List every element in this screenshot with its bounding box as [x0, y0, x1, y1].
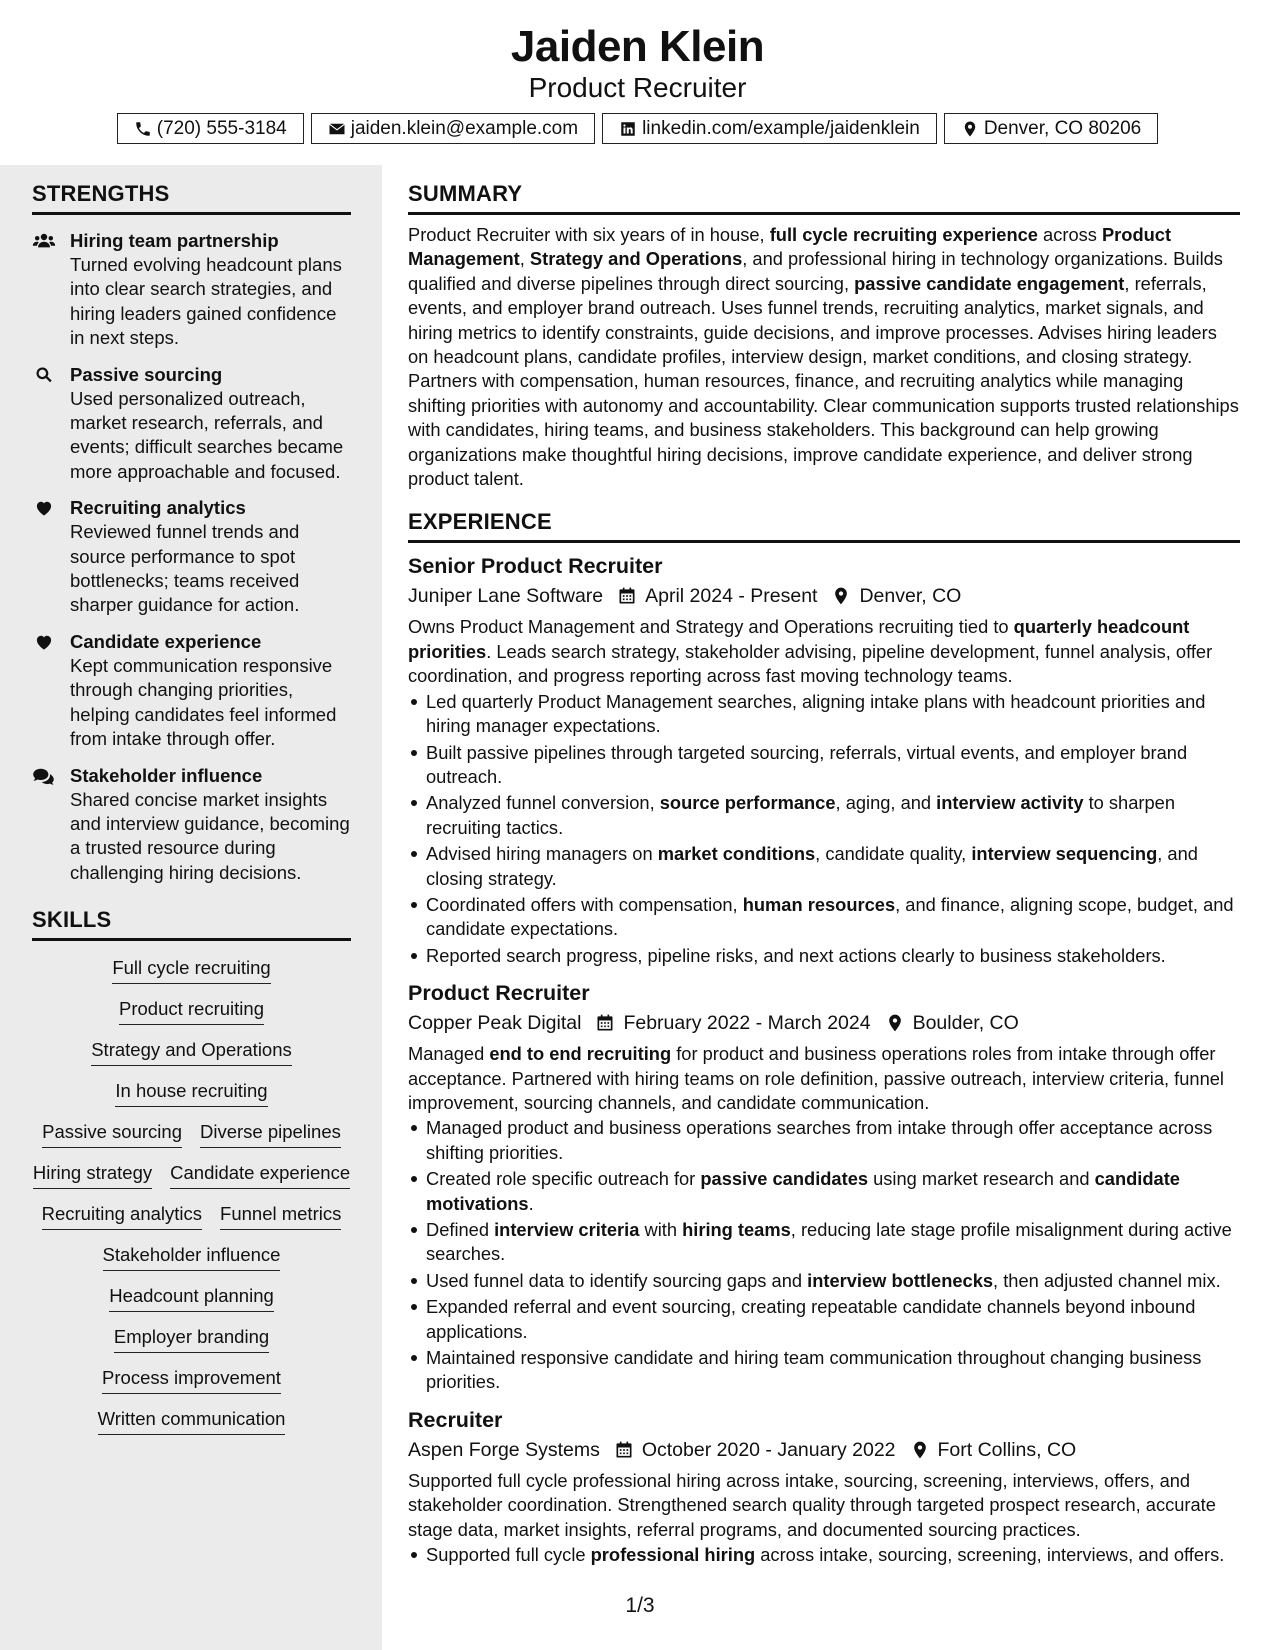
bullet-item — [408, 690, 1240, 739]
text-run: Created role specific outreach for — [426, 1168, 701, 1190]
text-run: Maintained responsive candidate and hiring team communication throughout changing business priorities. — [426, 1347, 1202, 1393]
text-run: , and finance, aligning scope, budget, and candidate expectations. — [426, 893, 1234, 940]
text-run: , reducing late stage profile misalignment during active searches. — [426, 1219, 1232, 1265]
bold-text: hiring teams — [682, 1219, 791, 1240]
bullet-item — [408, 893, 1240, 942]
skill-tag: Candidate experience — [170, 1160, 350, 1189]
bullet-item — [408, 1116, 1240, 1165]
skill-tag: Headcount planning — [109, 1283, 274, 1312]
text-run: Analyzed funnel conversion, — [426, 792, 660, 814]
strength-item — [32, 496, 351, 618]
bullet-item — [408, 1295, 1240, 1344]
contact-phone-text: (720) 555-3184 — [156, 117, 287, 139]
contact-location-text: Denver, CO 80206 — [983, 117, 1142, 139]
bold-text: passive candidate engagement — [854, 272, 1125, 294]
text-run: , and closing strategy. — [426, 843, 1198, 889]
phone-icon — [134, 120, 152, 138]
text-run: . Leads search strategy, stakeholder advising, pipeline development, funnel analysis, offer coordination, and progress reporting across fast moving technology teams. — [408, 640, 1213, 687]
text-run: . — [528, 1192, 534, 1214]
contact-bar — [0, 113, 1275, 144]
job-company: Juniper Lane Software — [408, 585, 604, 608]
strength-item — [32, 630, 351, 752]
calendar-icon — [614, 1440, 634, 1460]
job-location: Fort Collins, CO — [937, 1438, 1077, 1461]
map-pin-icon — [885, 1013, 905, 1033]
skill-tag: Strategy and Operations — [91, 1037, 292, 1066]
text-run: Coordinated offers with compensation, — [426, 893, 743, 915]
bold-text: candidate motivations — [426, 1168, 1180, 1214]
text-run: across — [1037, 224, 1102, 245]
job-meta — [408, 1008, 1240, 1038]
contact-linkedin-text: linkedin.com/example/jaidenklein — [642, 117, 920, 139]
skill-row — [32, 1201, 351, 1230]
strength-item — [32, 764, 351, 886]
job-entry — [408, 1405, 1240, 1568]
text-run: Expanded referral and event sourcing, creating repeatable candidate channels beyond inbound applications. — [426, 1296, 1196, 1342]
contact-location — [944, 113, 1158, 144]
skill-tag: Stakeholder influence — [103, 1242, 281, 1271]
text-run: Supported full cycle professional hiring across intake, sourcing, screening, interviews, offers, and stakeholder coordination. Strengthened search quality through targeted prospect research, accurate stage data, market insights, referral programs, and documented sourcing practices. — [408, 1469, 1216, 1540]
bold-text: quarterly headcount priorities — [408, 616, 1190, 662]
skills-list — [32, 955, 351, 1435]
text-run: to sharpen recruiting tactics. — [426, 792, 1175, 838]
contact-email[interactable] — [311, 113, 595, 144]
job-intro — [408, 1042, 1240, 1115]
bold-text: human resources — [742, 893, 896, 915]
strength-desc: Used personalized outreach, market research, referrals, and events; difficult searches became more approachable and focused. — [70, 387, 344, 482]
job-location: Boulder, CO — [912, 1012, 1019, 1035]
linkedin-icon — [619, 120, 637, 138]
bullet-item — [408, 1346, 1240, 1395]
skill-tag: Passive sourcing — [42, 1119, 182, 1148]
job-intro — [408, 615, 1240, 688]
text-run: Reported search progress, pipeline risks, and next actions clearly to business stakeholders. — [426, 944, 1166, 966]
text-run: Supported full cycle — [426, 1544, 591, 1566]
bold-text: full cycle recruiting experience — [769, 224, 1038, 245]
job-dates: April 2024 - Present — [645, 585, 818, 608]
resume-header — [0, 0, 1275, 165]
main-content — [408, 165, 1240, 1569]
bullet-item — [408, 842, 1240, 891]
bullet-item — [408, 741, 1240, 790]
text-run: Owns Product Management and Strategy and Operations recruiting tied to — [408, 616, 1014, 638]
strength-desc: Reviewed funnel trends and source performance to spot bottlenecks; teams received sharper guidance for action. — [70, 521, 300, 616]
bold-text: Product Management — [408, 224, 1172, 270]
page-number: 1/3 — [625, 1594, 655, 1617]
strength-desc: Turned evolving headcount plans into clear search strategies, and hiring leaders gained confidence in next steps. — [70, 254, 342, 349]
summary-text — [408, 223, 1240, 491]
text-run: Built passive pipelines through targeted sourcing, referrals, virtual events, and employer brand outreach. — [426, 741, 1188, 787]
job-bullets — [408, 1116, 1240, 1394]
job-meta — [408, 1435, 1240, 1465]
comments-icon — [32, 766, 56, 786]
experience-title: EXPERIENCE — [408, 509, 1240, 543]
calendar-icon — [595, 1013, 615, 1033]
strength-title: Recruiting analytics — [70, 497, 246, 519]
skill-tag: Product recruiting — [119, 996, 264, 1025]
text-run: , referrals, events, and employer brand outreach. Uses funnel trends, recruiting analytics, market signals, and hiring metrics to identify constraints, guide decisions, and improve processes. Advises hiring leaders on headcount plans, candidate profiles, interview design, market conditions, and closing strategy. Partners with compensation, human resources, finance, and recruiting analytics while managing shifting priorities with autonomy and accountability. Clear communication supports trusted relationships with candidates, hiring teams, and business stakeholders. This background can help growing organizations make thoughtful hiring decisions, improve candidate experience, and deliver strong product talent. — [408, 272, 1239, 490]
candidate-role: Product Recruiter — [528, 72, 747, 103]
text-run: , then adjusted channel mix. — [993, 1269, 1221, 1291]
skill-tag: Process improvement — [102, 1365, 281, 1394]
job-meta — [408, 581, 1240, 611]
skill-tag: Employer branding — [114, 1324, 269, 1353]
strengths-title: STRENGTHS — [32, 181, 351, 215]
job-location: Denver, CO — [859, 585, 962, 608]
text-run: using market research and — [868, 1168, 1095, 1190]
strength-title: Hiring team partnership — [70, 230, 279, 251]
text-run: Used funnel data to identify sourcing gaps and — [426, 1269, 808, 1291]
bullet-item — [408, 1218, 1240, 1267]
sidebar — [0, 165, 382, 1650]
text-run: for product and business operations roles from intake through offer acceptance. Partnered with hiring teams on role definition, passive outreach, interview criteria, funnel improvement, sourcing channels, and candidate communication. — [408, 1043, 1224, 1113]
users-icon — [32, 231, 56, 251]
bold-text: market conditions — [657, 843, 816, 865]
bold-text: source performance — [659, 792, 836, 814]
text-run: Advised hiring managers on — [426, 843, 658, 865]
job-intro — [408, 1469, 1240, 1542]
map-pin-icon — [910, 1440, 930, 1460]
bullet-item — [408, 1543, 1240, 1567]
bold-text: interview criteria — [494, 1219, 640, 1240]
job-entry — [408, 551, 1240, 968]
bullet-item — [408, 944, 1240, 968]
text-run: , candidate quality, — [815, 843, 972, 865]
job-company: Copper Peak Digital — [408, 1012, 582, 1035]
skill-row — [32, 1119, 351, 1148]
job-bullets — [408, 690, 1240, 968]
job-bullets — [408, 1543, 1240, 1567]
bullet-item — [408, 1167, 1240, 1216]
calendar-icon — [617, 586, 637, 606]
skill-tag: Hiring strategy — [33, 1160, 152, 1189]
text-run: Defined — [426, 1219, 495, 1240]
bullet-item — [408, 791, 1240, 840]
skill-tag: In house recruiting — [115, 1078, 267, 1107]
job-title: Product Recruiter — [408, 981, 590, 1006]
bold-text: Strategy and Operations — [529, 248, 743, 270]
text-run: Led quarterly Product Management searches, aligning intake plans with headcount priorities and hiring manager expectations. — [426, 690, 1206, 737]
contact-email-text: jaiden.klein@example.com — [350, 117, 579, 139]
skill-tag: Funnel metrics — [220, 1201, 341, 1230]
candidate-name: Jaiden Klein — [510, 22, 765, 71]
contact-linkedin[interactable] — [602, 113, 937, 144]
strength-desc: Kept communication responsive through changing priorities, helping candidates feel informed from intake through offer. — [70, 654, 337, 750]
text-run: Managed — [408, 1043, 490, 1065]
job-entry — [408, 978, 1240, 1395]
strength-item — [32, 363, 351, 485]
strength-desc: Shared concise market insights and interview guidance, becoming a trusted resource during challenging hiring decisions. — [70, 788, 350, 883]
text-run: , — [519, 248, 530, 270]
skill-tag: Written communication — [98, 1406, 286, 1435]
search-icon — [32, 365, 56, 385]
job-dates: February 2022 - March 2024 — [623, 1012, 871, 1035]
map-pin-icon — [831, 586, 851, 606]
skill-tag: Diverse pipelines — [200, 1119, 341, 1148]
contact-phone[interactable] — [117, 113, 304, 144]
job-dates: October 2020 - January 2022 — [641, 1438, 896, 1461]
strength-item — [32, 229, 351, 351]
bold-text: interview activity — [936, 792, 1084, 814]
bold-text: end to end recruiting — [489, 1043, 672, 1065]
strength-title: Candidate experience — [70, 630, 262, 652]
job-title: Recruiter — [408, 1407, 503, 1432]
bold-text: interview bottlenecks — [807, 1269, 994, 1291]
skill-tag: Full cycle recruiting — [112, 955, 270, 984]
strength-title: Passive sourcing — [70, 363, 223, 385]
text-run: , aging, and — [835, 792, 937, 814]
bold-text: passive candidates — [700, 1168, 869, 1190]
strength-title: Stakeholder influence — [70, 764, 263, 786]
skill-tag: Recruiting analytics — [42, 1201, 202, 1230]
job-title: Senior Product Recruiter — [408, 554, 663, 579]
summary-title: SUMMARY — [408, 181, 1240, 215]
text-run: with — [639, 1219, 683, 1240]
skills-title: SKILLS — [32, 907, 351, 941]
envelope-icon — [328, 120, 346, 138]
bullet-item — [408, 1269, 1240, 1293]
heart-icon — [32, 632, 56, 652]
job-company: Aspen Forge Systems — [408, 1438, 600, 1461]
bold-text: professional hiring — [590, 1544, 756, 1566]
heart-icon — [32, 498, 56, 518]
bold-text: interview sequencing — [971, 843, 1158, 865]
text-run: Product Recruiter with six years of in house, — [408, 224, 770, 245]
text-run: across intake, sourcing, screening, interviews, and offers. — [755, 1544, 1225, 1566]
text-run: Managed product and business operations searches from intake through offer acceptance across shifting priorities. — [426, 1117, 1213, 1163]
map-pin-icon — [961, 120, 979, 138]
text-run: , and professional hiring in technology organizations. Builds qualified and diverse pipelines through direct sourcing, — [408, 248, 1223, 294]
